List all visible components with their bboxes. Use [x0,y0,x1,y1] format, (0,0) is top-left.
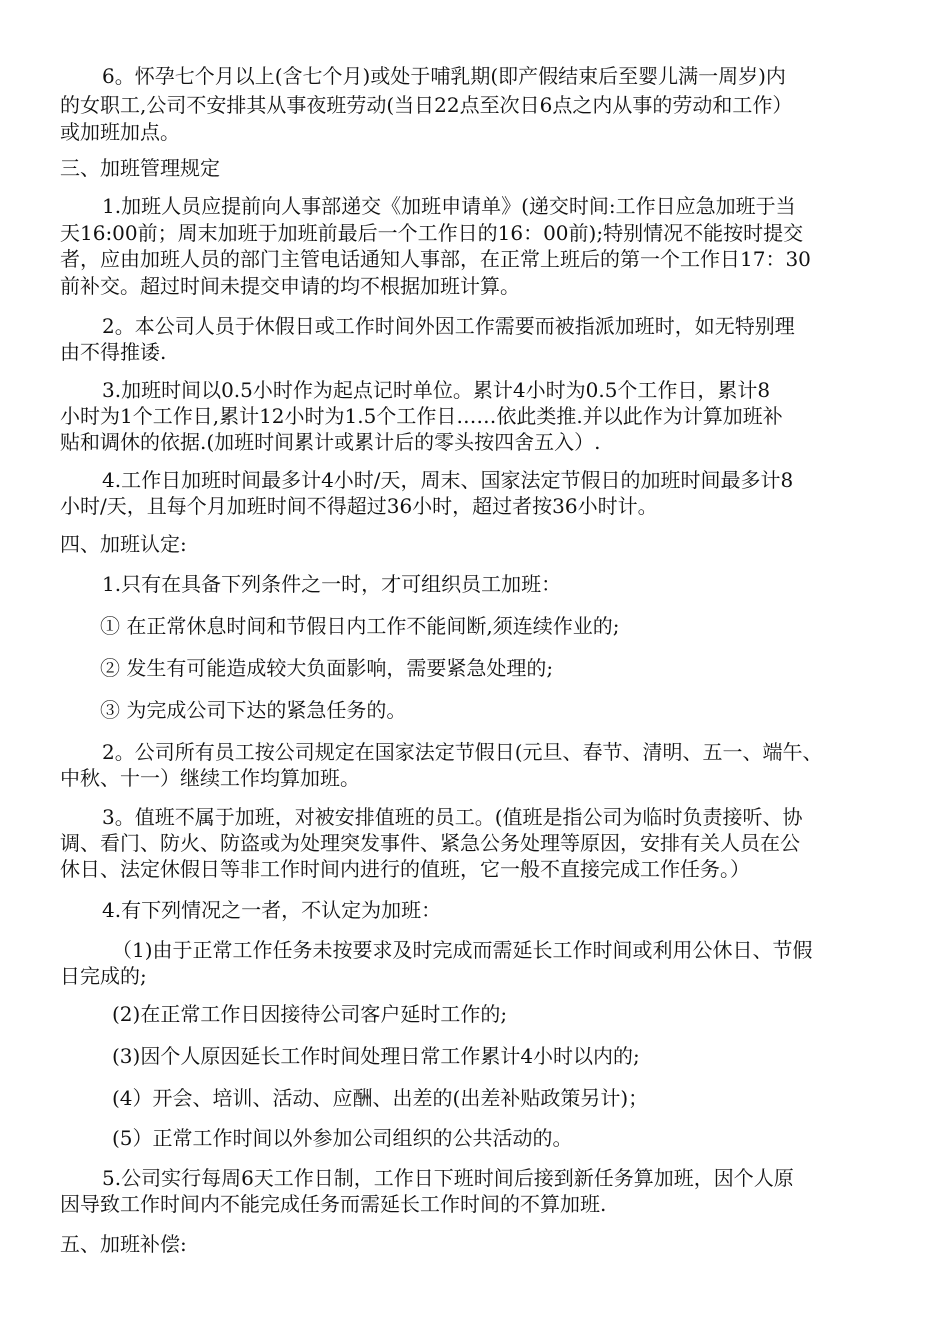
paragraph-line: 贴和调休的依据.(加班时间累计或累计后的零头按四舍五入）. [60,430,601,454]
paragraph-line: 1.只有在具备下列条件之一时，才可组织员工加班： [102,572,562,596]
paragraph-line: 6。怀孕七个月以上(含七个月)或处于哺乳期(即产假结束后至婴儿满一周岁)内 [102,64,786,88]
paragraph-line: 3.加班时间以0.5小时作为起点记时单位。累计4小时为0.5个工作日，累计8 [102,378,771,402]
paragraph-line: 中秋、十一）继续工作均算加班。 [60,766,360,790]
paragraph-line: 者，应由加班人员的部门主管电话通知人事部，在正常上班后的第一个工作日17：30 [60,247,811,271]
paragraph-line: 2。本公司人员于休假日或工作时间外因工作需要而被指派加班时，如无特别理 [102,314,795,338]
paragraph-line: 3。值班不属于加班，对被安排值班的员工。(值班是指公司为临时负责接听、协 [102,805,803,829]
paragraph-line: 的女职工,公司不安排其从事夜班劳动(当日22点至次日6点之内从事的劳动和工作） [60,93,793,117]
paragraph-line: 前补交。超过时间未提交申请的均不根据加班计算。 [60,274,520,298]
list-item: ② 发生有可能造成较大负面影响，需要紧急处理的; [100,656,554,680]
section-heading-4: 四、加班认定: [60,532,187,556]
list-item: （1)由于正常工作任务未按要求及时完成而需延长工作时间或利用公休日、节假 [112,938,813,962]
paragraph-line: 小时为1个工作日,累计12小时为1.5个工作日……依此类推.并以此作为计算加班补 [60,404,783,428]
paragraph-line: 调、看门、防火、防盗或为处理突发事件、紧急公务处理等原因，安排有关人员在公 [60,831,800,855]
paragraph-line: 小时/天，且每个月加班时间不得超过36小时，超过者按36小时计。 [60,494,658,518]
list-item: ① 在正常休息时间和节假日内工作不能间断,须连续作业的; [100,614,620,638]
section-heading-5: 五、加班补偿: [60,1232,187,1256]
list-item: (2)在正常工作日因接待公司客户延时工作的; [112,1002,508,1026]
list-item: (4）开会、培训、活动、应酬、出差的(出差补贴政策另计)； [112,1086,649,1110]
paragraph-line: 4.工作日加班时间最多计4小时/天，周末、国家法定节假日的加班时间最多计8 [102,468,794,492]
paragraph-line: 2。公司所有员工按公司规定在国家法定节假日(元旦、春节、清明、五一、端午、 [102,740,823,764]
paragraph-line: 1.加班人员应提前向人事部递交《加班申请单》(递交时间:工作日应急加班于当 [102,194,796,218]
paragraph-line: 4.有下列情况之一者，不认定为加班： [102,898,442,922]
list-item: ③ 为完成公司下达的紧急任务的。 [100,698,407,722]
paragraph-line: 天16:00前；周末加班于加班前最后一个工作日的16：00前);特别情况不能按时提交 [60,221,804,245]
paragraph-line: 由不得推诿. [60,340,167,364]
paragraph-line: 休日、法定休假日等非工作时间内进行的值班，它一般不直接完成工作任务。） [60,857,750,881]
paragraph-line: 或加班加点。 [60,120,180,144]
paragraph-line: 日完成的; [60,964,147,988]
paragraph-line: 因导致工作时间内不能完成任务而需延长工作时间的不算加班. [60,1192,607,1216]
section-heading-3: 三、加班管理规定 [60,156,220,180]
paragraph-line: 5.公司实行每周6天工作日制，工作日下班时间后接到新任务算加班，因个人原 [102,1166,794,1190]
list-item: (3)因个人原因延长工作时间处理日常工作累计4小时以内的; [112,1044,640,1068]
list-item: (5）正常工作时间以外参加公司组织的公共活动的。 [112,1126,573,1150]
